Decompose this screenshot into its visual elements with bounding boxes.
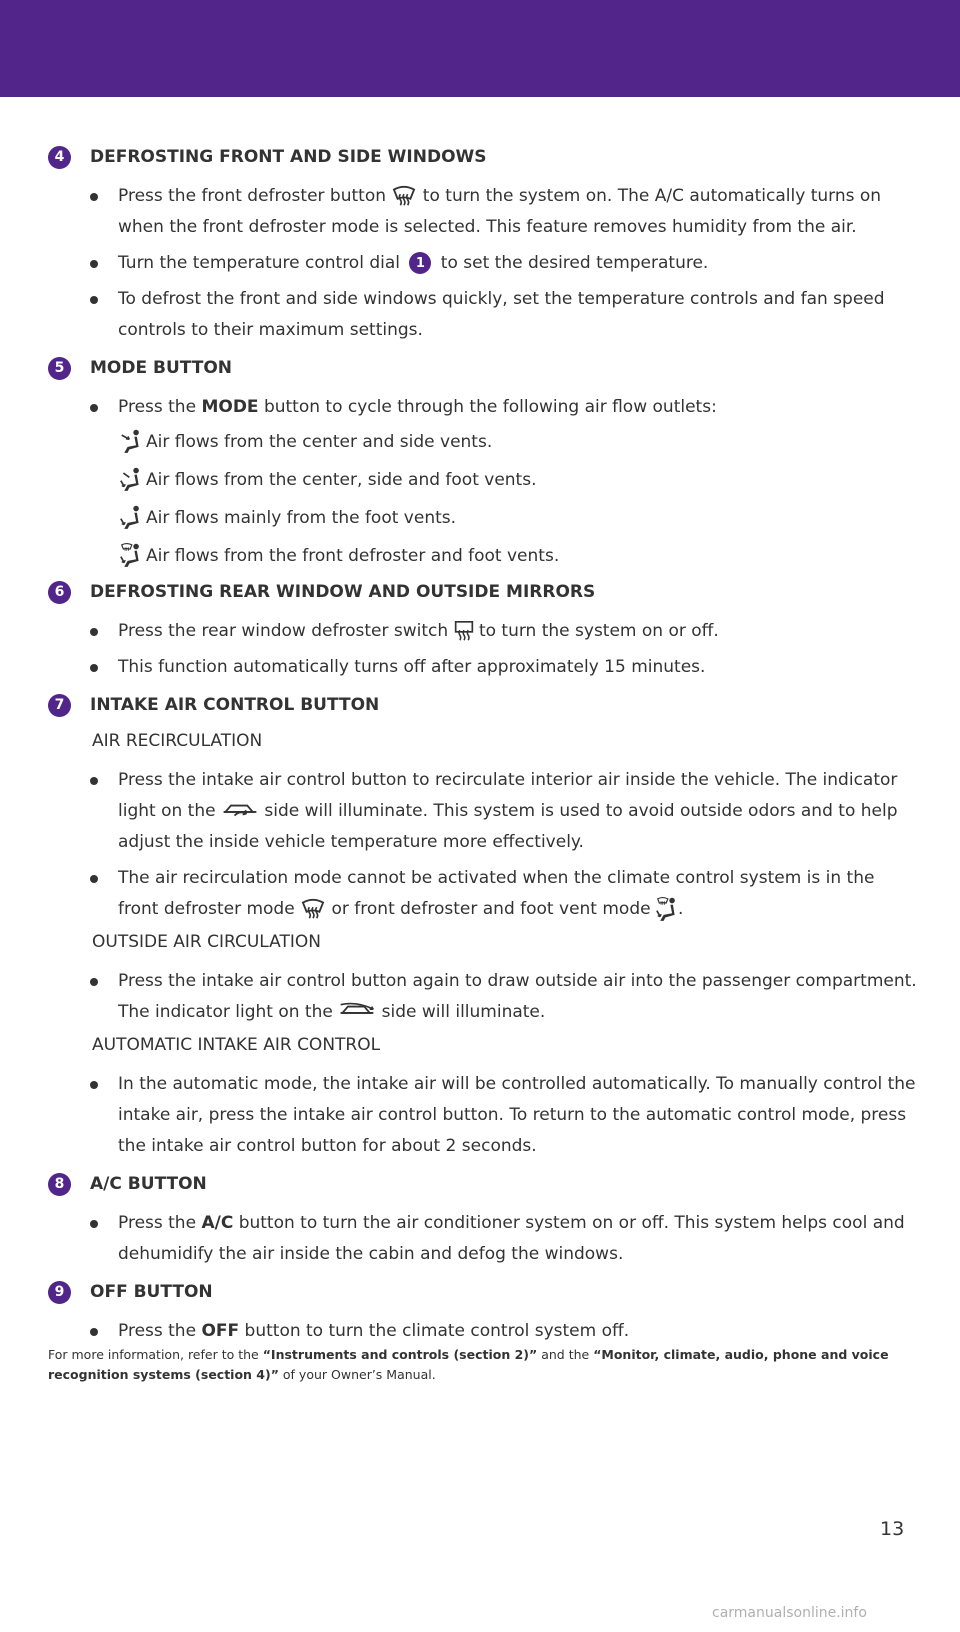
front-defroster-icon [300,898,326,920]
bullet-item [48,616,918,647]
bullet-item [48,1316,918,1347]
section-number-badge: 9 [48,1281,71,1304]
subheading: AIR RECIRCULATION [92,731,263,751]
mode-row [48,466,918,492]
bullet-text: or front defroster and foot vent mode [326,899,656,919]
temperature-dial-ref-badge: 1 [409,252,431,274]
recirculation-icon [221,801,259,821]
watermark: carmanualsonline.info [712,1605,867,1621]
section-heading [48,145,918,169]
section-title: INTAKE AIR CONTROL BUTTON [90,695,380,715]
bullet-text: . [677,899,684,919]
section-title: DEFROSTING FRONT AND SIDE WINDOWS [90,147,487,167]
mode-row [48,428,918,454]
section-number-badge: 8 [48,1173,71,1196]
bullet-text: Press the intake air control button to recirculate interior air inside the vehicle. The indicator light on the [118,770,898,821]
footnote-text: For more information, refer to the [48,1347,263,1362]
bullet-text: to turn the system on. The A/C automatically turns on when the front defroster mode is selected. This feature removes humidity from the air. [118,186,882,237]
section-number-badge: 4 [48,146,71,169]
outside-air-icon [338,1002,376,1022]
bullet-item [48,652,918,683]
bullet-text: side will illuminate. [376,1002,546,1022]
mode-row [48,504,918,530]
bullet-item [48,765,918,858]
bullet-item [48,1208,918,1270]
bullet-text: Turn the temperature control dial [118,253,406,273]
footnote-reference: “Instruments and controls (section 2)” [262,1347,538,1362]
mode-description: Air flows from the front defroster and foot vents. [146,546,560,566]
section-off-button [48,1280,918,1347]
subheading: AUTOMATIC INTAKE AIR CONTROL [92,1035,381,1055]
subheading: OUTSIDE AIR CIRCULATION [92,932,321,952]
defrost-foot-mode-icon [120,542,142,568]
face-vent-mode-icon [120,428,142,454]
section-heading [48,1280,918,1304]
section-defrost-rear [48,580,918,683]
section-number-badge: 5 [48,357,71,380]
footnote [48,1345,908,1385]
page-number: 13 [880,1518,905,1540]
bullet-text: to turn the system on or off. [473,621,719,641]
bullet-text: Press the front defroster button [118,186,392,206]
bullet-text: Press the [118,397,202,417]
section-title: MODE BUTTON [90,358,233,378]
section-number-badge: 6 [48,581,71,604]
bullet-text: to set the desired temperature. [435,253,709,273]
bullet-text: button to cycle through the following air flow outlets: [258,397,717,417]
bullet-item [48,248,918,279]
section-defrost-front [48,145,918,346]
mode-row [48,542,918,568]
section-title: OFF BUTTON [90,1282,213,1302]
mode-description: Air flows from the center, side and foot vents. [146,470,537,490]
bullet-text: button to turn the climate control system off. [239,1321,630,1341]
page-content [48,145,918,1357]
bullet-text: Press the rear window defroster switch [118,621,454,641]
section-intake-air [48,693,918,1162]
bilevel-vent-mode-icon [120,466,142,492]
bullet-item [48,1069,918,1162]
mode-description: Air flows from the center and side vents. [146,432,493,452]
bullet-text: Press the intake air control button again to draw outside air into the passenger compartment. The indicator light on the [118,971,917,1022]
footnote-reference: “Monitor, climate, audio, phone and voice recognition systems (section 4)” [48,1347,889,1382]
footnote-text: and the [537,1347,594,1362]
section-title: DEFROSTING REAR WINDOW AND OUTSIDE MIRRORS [90,582,596,602]
bullet-text: Press the [118,1213,202,1233]
bullet-bold-text: A/C [201,1213,234,1233]
footnote-text: of your Owner’s Manual. [278,1367,436,1382]
foot-vent-mode-icon [120,504,142,530]
section-heading [48,580,918,604]
bullet-item [48,966,918,1028]
bullet-item [48,863,918,925]
bullet-text: side will illuminate. This system is used to avoid outside odors and to help adjust the inside vehicle temperature more effectively. [118,801,898,852]
front-defroster-icon [391,185,417,207]
section-heading [48,1172,918,1196]
section-number-badge: 7 [48,694,71,717]
bullet-text: Press the [118,1321,202,1341]
bullet-text: To defrost the front and side windows quickly, set the temperature controls and fan speed controls to their maximum settings. [118,289,885,340]
rear-defroster-icon [454,620,474,642]
section-heading [48,693,918,717]
bullet-text: In the automatic mode, the intake air will be controlled automatically. To manually control the intake air, press the intake air control button. To return to the automatic control mode, press the intake air control button for about 2 seconds. [118,1074,916,1156]
bullet-bold-text: OFF [201,1321,240,1341]
mode-description: Air flows mainly from the foot vents. [146,508,457,528]
bullet-item [48,284,918,346]
bullet-item [48,181,918,243]
section-heading [48,356,918,380]
section-title: A/C BUTTON [90,1174,207,1194]
header-band [0,0,960,97]
bullet-bold-text: MODE [201,397,259,417]
defrost-foot-mode-icon [656,896,678,922]
bullet-text: This function automatically turns off after approximately 15 minutes. [118,657,706,677]
section-ac-button [48,1172,918,1270]
section-mode-button [48,356,918,568]
bullet-item [48,392,918,423]
bullet-text: button to turn the air conditioner system on or off. This system helps cool and dehumidify the air inside the cabin and defog the windows. [118,1213,905,1264]
bullet-text: The air recirculation mode cannot be activated when the climate control system is in the front defroster mode [118,868,875,919]
